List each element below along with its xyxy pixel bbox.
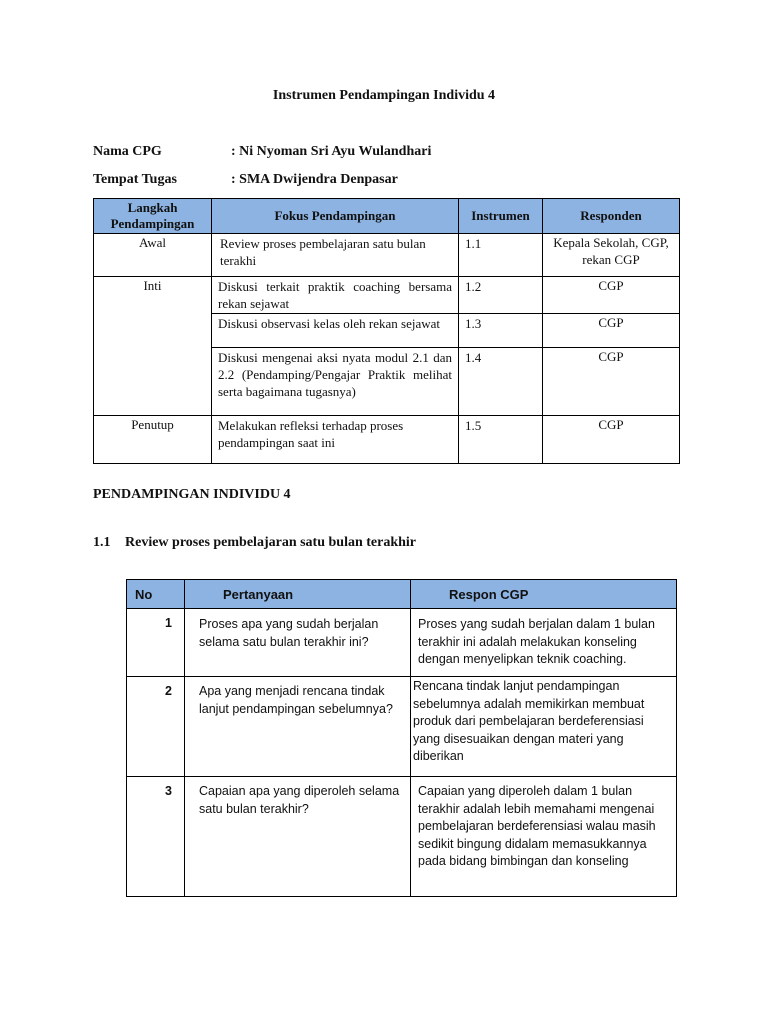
cell-fokus: Diskusi observasi kelas oleh rekan sejawat bbox=[212, 314, 459, 348]
cell-pertanyaan: Capaian apa yang diperoleh selama satu bulan terakhir? bbox=[185, 777, 411, 897]
cell-instrumen: 1.5 bbox=[459, 416, 543, 464]
cell-respon: Rencana tindak lanjut pendampingan sebelumnya adalah memikirkan membuat produk dari pembelajaran berdeferensiasi yang disesuaikan dengan materi yang diberikan bbox=[411, 677, 677, 777]
cell-responden: Kepala Sekolah, CGP, rekan CGP bbox=[543, 234, 680, 277]
cell-instrumen: 1.4 bbox=[459, 348, 543, 416]
cell-langkah: Inti bbox=[94, 277, 212, 416]
cell-respon: Proses yang sudah berjalan dalam 1 bulan terakhir ini adalah melakukan konseling dengan menyelipkan teknik coaching. bbox=[411, 609, 677, 677]
tempat-label: Tempat Tugas bbox=[93, 172, 177, 187]
table-row bbox=[127, 609, 677, 677]
header-responden: Responden bbox=[543, 199, 680, 234]
table-row bbox=[94, 234, 680, 277]
cell-responden: CGP bbox=[543, 277, 680, 314]
cell-langkah: Penutup bbox=[94, 416, 212, 464]
cell-instrumen: 1.1 bbox=[459, 234, 543, 277]
cell-responden: CGP bbox=[543, 314, 680, 348]
cell-respon: Capaian yang diperoleh dalam 1 bulan terakhir adalah lebih memahami mengenai pembelajaran berdeferensiasi walau masih sedikit bingung didalam memasukkannya pada bidang bimbingan dan konseling bbox=[411, 777, 677, 897]
cell-no: 2 bbox=[127, 677, 185, 777]
table-row bbox=[127, 777, 677, 897]
cell-pertanyaan: Proses apa yang sudah berjalan selama satu bulan terakhir ini? bbox=[185, 609, 411, 677]
header-instrumen: Instrumen bbox=[459, 199, 543, 234]
table-row bbox=[127, 677, 677, 777]
header-respon: Respon CGP bbox=[411, 580, 677, 609]
cell-fokus: Melakukan refleksi terhadap proses pendampingan saat ini bbox=[212, 416, 459, 464]
cell-pertanyaan: Apa yang menjadi rencana tindak lanjut pendampingan sebelumnya? bbox=[185, 677, 411, 777]
instrument-table bbox=[93, 198, 680, 464]
cell-responden: CGP bbox=[543, 348, 680, 416]
header-langkah: Langkah Pendampingan bbox=[94, 199, 212, 234]
table-row bbox=[94, 416, 680, 464]
cell-no: 3 bbox=[127, 777, 185, 897]
cell-fokus: Diskusi mengenai aksi nyata modul 2.1 dan 2.2 (Pendamping/Pengajar Praktik melihat serta bagaimana tugasnya) bbox=[212, 348, 459, 416]
cell-fokus: Review proses pembelajaran satu bulan terakhi bbox=[212, 234, 459, 277]
review-table bbox=[126, 579, 677, 897]
cell-fokus: Diskusi terkait praktik coaching bersama rekan sejawat bbox=[212, 277, 459, 314]
cell-no: 1 bbox=[127, 609, 185, 677]
subsection-number: 1.1 bbox=[93, 535, 111, 550]
table-row bbox=[94, 277, 680, 314]
nama-label: Nama CPG bbox=[93, 144, 162, 159]
document-title: Instrumen Pendampingan Individu 4 bbox=[272, 88, 496, 103]
table-header-row bbox=[127, 580, 677, 609]
section-heading: PENDAMPINGAN INDIVIDU 4 bbox=[93, 487, 291, 502]
subsection-title: Review proses pembelajaran satu bulan terakhir bbox=[125, 535, 417, 550]
tempat-value: : SMA Dwijendra Denpasar bbox=[231, 172, 398, 187]
header-fokus: Fokus Pendampingan bbox=[212, 199, 459, 234]
cell-langkah: Awal bbox=[94, 234, 212, 277]
cell-instrumen: 1.2 bbox=[459, 277, 543, 314]
table-header-row bbox=[94, 199, 680, 234]
nama-value: : Ni Nyoman Sri Ayu Wulandhari bbox=[231, 144, 432, 159]
cell-responden: CGP bbox=[543, 416, 680, 464]
cell-instrumen: 1.3 bbox=[459, 314, 543, 348]
header-pertanyaan: Pertanyaan bbox=[185, 580, 411, 609]
header-no: No bbox=[127, 580, 185, 609]
